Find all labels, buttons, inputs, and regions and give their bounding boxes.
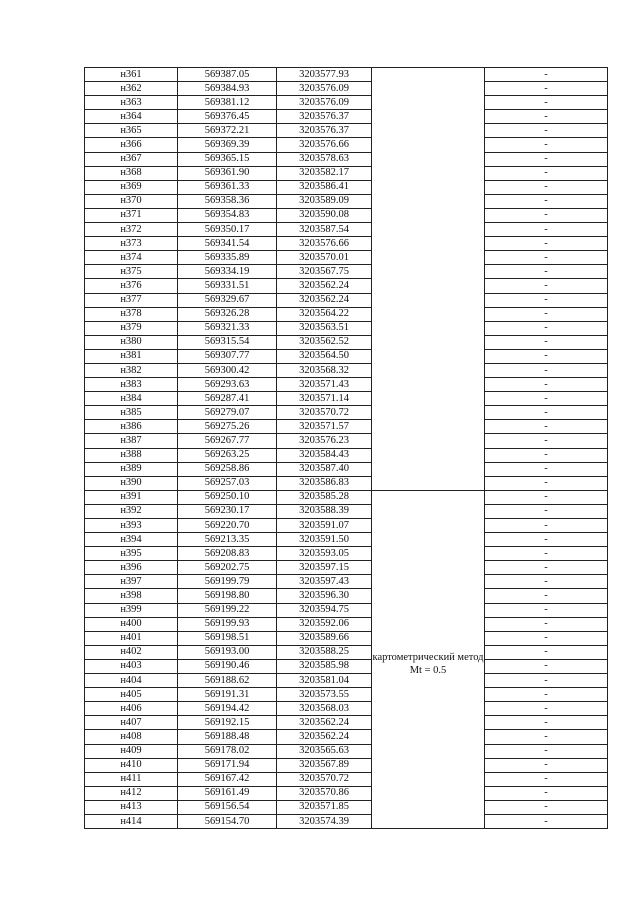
point-id-cell: н388 (85, 448, 178, 462)
x-coordinate-cell: 569376.45 (178, 110, 277, 124)
point-id-cell: н362 (85, 82, 178, 96)
point-id-cell: н408 (85, 730, 178, 744)
table-row (85, 237, 608, 251)
table-row (85, 293, 608, 307)
point-id-cell: н384 (85, 392, 178, 406)
description-cell: - (485, 589, 608, 603)
table-row (85, 504, 608, 518)
point-id-cell: н374 (85, 251, 178, 265)
table-row (85, 730, 608, 744)
point-id-cell: н403 (85, 659, 178, 673)
x-coordinate-cell: 569257.03 (178, 476, 277, 490)
x-coordinate-cell: 569202.75 (178, 561, 277, 575)
x-coordinate-cell: 569191.31 (178, 688, 277, 702)
table-row (85, 448, 608, 462)
x-coordinate-cell: 569315.54 (178, 335, 277, 349)
y-coordinate-cell: 3203570.01 (277, 251, 372, 265)
point-id-cell: н373 (85, 237, 178, 251)
x-coordinate-cell: 569267.77 (178, 434, 277, 448)
description-cell: - (485, 730, 608, 744)
table-row (85, 194, 608, 208)
y-coordinate-cell: 3203570.72 (277, 406, 372, 420)
table-row (85, 800, 608, 814)
point-id-cell: н376 (85, 279, 178, 293)
description-cell: - (485, 659, 608, 673)
description-cell: - (485, 674, 608, 688)
description-cell: - (485, 110, 608, 124)
description-cell: - (485, 265, 608, 279)
y-coordinate-cell: 3203576.37 (277, 110, 372, 124)
y-coordinate-cell: 3203562.52 (277, 335, 372, 349)
y-coordinate-cell: 3203597.43 (277, 575, 372, 589)
description-cell: - (485, 180, 608, 194)
point-id-cell: н411 (85, 772, 178, 786)
table-row (85, 814, 608, 828)
description-cell: - (485, 349, 608, 363)
description-cell: - (485, 237, 608, 251)
y-coordinate-cell: 3203564.22 (277, 307, 372, 321)
x-coordinate-cell: 569293.63 (178, 378, 277, 392)
point-id-cell: н366 (85, 138, 178, 152)
y-coordinate-cell: 3203591.07 (277, 519, 372, 533)
point-id-cell: н365 (85, 124, 178, 138)
point-id-cell: н377 (85, 293, 178, 307)
point-id-cell: н367 (85, 152, 178, 166)
description-cell: - (485, 519, 608, 533)
description-cell: - (485, 378, 608, 392)
table-row (85, 223, 608, 237)
x-coordinate-cell: 569321.33 (178, 321, 277, 335)
point-id-cell: н390 (85, 476, 178, 490)
x-coordinate-cell: 569154.70 (178, 814, 277, 828)
point-id-cell: н372 (85, 223, 178, 237)
description-cell: - (485, 392, 608, 406)
x-coordinate-cell: 569220.70 (178, 519, 277, 533)
table-row (85, 744, 608, 758)
description-cell: - (485, 547, 608, 561)
x-coordinate-cell: 569361.90 (178, 166, 277, 180)
point-id-cell: н409 (85, 744, 178, 758)
table-row (85, 589, 608, 603)
description-cell: - (485, 786, 608, 800)
description-cell: - (485, 476, 608, 490)
table-row (85, 420, 608, 434)
x-coordinate-cell: 569326.28 (178, 307, 277, 321)
table-row (85, 251, 608, 265)
point-id-cell: н413 (85, 800, 178, 814)
y-coordinate-cell: 3203592.06 (277, 617, 372, 631)
x-coordinate-cell: 569193.00 (178, 645, 277, 659)
x-coordinate-cell: 569178.02 (178, 744, 277, 758)
point-id-cell: н401 (85, 631, 178, 645)
table-row (85, 265, 608, 279)
table-row (85, 659, 608, 673)
point-id-cell: н375 (85, 265, 178, 279)
table-row (85, 561, 608, 575)
point-id-cell: н402 (85, 645, 178, 659)
description-cell: - (485, 716, 608, 730)
x-coordinate-cell: 569190.46 (178, 659, 277, 673)
x-coordinate-cell: 569198.80 (178, 589, 277, 603)
description-cell: - (485, 645, 608, 659)
description-cell: - (485, 772, 608, 786)
description-cell: - (485, 688, 608, 702)
table-row (85, 702, 608, 716)
point-id-cell: н363 (85, 96, 178, 110)
description-cell: - (485, 166, 608, 180)
y-coordinate-cell: 3203564.50 (277, 349, 372, 363)
y-coordinate-cell: 3203590.08 (277, 208, 372, 222)
table-row (85, 758, 608, 772)
method-cell-empty (372, 68, 485, 491)
x-coordinate-cell: 569199.22 (178, 603, 277, 617)
y-coordinate-cell: 3203596.30 (277, 589, 372, 603)
point-id-cell: н378 (85, 307, 178, 321)
table-row (85, 772, 608, 786)
table-row (85, 363, 608, 377)
point-id-cell: н406 (85, 702, 178, 716)
description-cell: - (485, 434, 608, 448)
y-coordinate-cell: 3203571.57 (277, 420, 372, 434)
point-id-cell: н393 (85, 519, 178, 533)
point-id-cell: н369 (85, 180, 178, 194)
y-coordinate-cell: 3203570.72 (277, 772, 372, 786)
point-id-cell: н389 (85, 462, 178, 476)
y-coordinate-cell: 3203573.55 (277, 688, 372, 702)
description-cell: - (485, 279, 608, 293)
table-row (85, 279, 608, 293)
table-row (85, 180, 608, 194)
y-coordinate-cell: 3203571.14 (277, 392, 372, 406)
description-cell: - (485, 504, 608, 518)
table-row (85, 335, 608, 349)
table-row (85, 645, 608, 659)
x-coordinate-cell: 569230.17 (178, 504, 277, 518)
description-cell: - (485, 744, 608, 758)
y-coordinate-cell: 3203594.75 (277, 603, 372, 617)
x-coordinate-cell: 569156.54 (178, 800, 277, 814)
y-coordinate-cell: 3203562.24 (277, 279, 372, 293)
y-coordinate-cell: 3203562.24 (277, 730, 372, 744)
description-cell: - (485, 758, 608, 772)
point-id-cell: н396 (85, 561, 178, 575)
x-coordinate-cell: 569161.49 (178, 786, 277, 800)
point-id-cell: н387 (85, 434, 178, 448)
y-coordinate-cell: 3203589.09 (277, 194, 372, 208)
x-coordinate-cell: 569199.79 (178, 575, 277, 589)
point-id-cell: н404 (85, 674, 178, 688)
table-row (85, 349, 608, 363)
y-coordinate-cell: 3203576.09 (277, 82, 372, 96)
point-id-cell: н392 (85, 504, 178, 518)
description-cell: - (485, 223, 608, 237)
point-id-cell: н407 (85, 716, 178, 730)
table-row (85, 96, 608, 110)
y-coordinate-cell: 3203589.66 (277, 631, 372, 645)
description-cell: - (485, 814, 608, 828)
x-coordinate-cell: 569300.42 (178, 363, 277, 377)
point-id-cell: н414 (85, 814, 178, 828)
table-row (85, 547, 608, 561)
y-coordinate-cell: 3203588.39 (277, 504, 372, 518)
description-cell: - (485, 68, 608, 82)
table-row (85, 124, 608, 138)
description-cell: - (485, 152, 608, 166)
description-cell: - (485, 631, 608, 645)
x-coordinate-cell: 569199.93 (178, 617, 277, 631)
y-coordinate-cell: 3203591.50 (277, 533, 372, 547)
x-coordinate-cell: 569334.19 (178, 265, 277, 279)
point-id-cell: н383 (85, 378, 178, 392)
x-coordinate-cell: 569275.26 (178, 420, 277, 434)
table-row (85, 575, 608, 589)
table-row (85, 476, 608, 490)
point-id-cell: н405 (85, 688, 178, 702)
method-note: картометрический метод Mt = 0.5 (372, 652, 484, 677)
table-row (85, 82, 608, 96)
point-id-cell: н398 (85, 589, 178, 603)
y-coordinate-cell: 3203568.03 (277, 702, 372, 716)
description-cell: - (485, 363, 608, 377)
y-coordinate-cell: 3203571.43 (277, 378, 372, 392)
x-coordinate-cell: 569341.54 (178, 237, 277, 251)
point-id-cell: н381 (85, 349, 178, 363)
table-row (85, 688, 608, 702)
point-id-cell: н400 (85, 617, 178, 631)
table-row (85, 392, 608, 406)
x-coordinate-cell: 569198.51 (178, 631, 277, 645)
point-id-cell: н368 (85, 166, 178, 180)
description-cell: - (485, 533, 608, 547)
x-coordinate-cell: 569188.62 (178, 674, 277, 688)
y-coordinate-cell: 3203578.63 (277, 152, 372, 166)
x-coordinate-cell: 569194.42 (178, 702, 277, 716)
description-cell: - (485, 575, 608, 589)
table-row (85, 519, 608, 533)
x-coordinate-cell: 569361.33 (178, 180, 277, 194)
x-coordinate-cell: 569287.41 (178, 392, 277, 406)
x-coordinate-cell: 569387.05 (178, 68, 277, 82)
x-coordinate-cell: 569381.12 (178, 96, 277, 110)
description-cell: - (485, 293, 608, 307)
x-coordinate-cell: 569369.39 (178, 138, 277, 152)
y-coordinate-cell: 3203586.83 (277, 476, 372, 490)
y-coordinate-cell: 3203562.24 (277, 293, 372, 307)
x-coordinate-cell: 569279.07 (178, 406, 277, 420)
y-coordinate-cell: 3203586.41 (277, 180, 372, 194)
y-coordinate-cell: 3203587.40 (277, 462, 372, 476)
point-id-cell: н379 (85, 321, 178, 335)
coordinates-table (84, 67, 608, 829)
table-row (85, 152, 608, 166)
description-cell: - (485, 138, 608, 152)
coordinates-table-body (85, 68, 608, 829)
table-row (85, 110, 608, 124)
table-row (85, 166, 608, 180)
y-coordinate-cell: 3203588.25 (277, 645, 372, 659)
x-coordinate-cell: 569329.67 (178, 293, 277, 307)
y-coordinate-cell: 3203587.54 (277, 223, 372, 237)
table-row (85, 321, 608, 335)
description-cell: - (485, 420, 608, 434)
description-cell: - (485, 321, 608, 335)
table-row (85, 603, 608, 617)
description-cell: - (485, 208, 608, 222)
x-coordinate-cell: 569263.25 (178, 448, 277, 462)
y-coordinate-cell: 3203570.86 (277, 786, 372, 800)
description-cell: - (485, 194, 608, 208)
point-id-cell: н382 (85, 363, 178, 377)
y-coordinate-cell: 3203562.24 (277, 716, 372, 730)
table-row (85, 208, 608, 222)
point-id-cell: н386 (85, 420, 178, 434)
point-id-cell: н397 (85, 575, 178, 589)
table-row (85, 716, 608, 730)
description-cell: - (485, 490, 608, 504)
x-coordinate-cell: 569365.15 (178, 152, 277, 166)
point-id-cell: н385 (85, 406, 178, 420)
description-cell: - (485, 82, 608, 96)
x-coordinate-cell: 569372.21 (178, 124, 277, 138)
y-coordinate-cell: 3203576.37 (277, 124, 372, 138)
y-coordinate-cell: 3203571.85 (277, 800, 372, 814)
description-cell: - (485, 448, 608, 462)
y-coordinate-cell: 3203576.66 (277, 138, 372, 152)
point-id-cell: н394 (85, 533, 178, 547)
point-id-cell: н364 (85, 110, 178, 124)
description-cell: - (485, 335, 608, 349)
x-coordinate-cell: 569208.83 (178, 547, 277, 561)
description-cell: - (485, 800, 608, 814)
y-coordinate-cell: 3203581.04 (277, 674, 372, 688)
description-cell: - (485, 462, 608, 476)
table-row (85, 378, 608, 392)
point-id-cell: н399 (85, 603, 178, 617)
point-id-cell: н410 (85, 758, 178, 772)
x-coordinate-cell: 569171.94 (178, 758, 277, 772)
x-coordinate-cell: 569331.51 (178, 279, 277, 293)
table-row (85, 434, 608, 448)
point-id-cell: н380 (85, 335, 178, 349)
y-coordinate-cell: 3203597.15 (277, 561, 372, 575)
table-row (85, 674, 608, 688)
y-coordinate-cell: 3203574.39 (277, 814, 372, 828)
table-row (85, 490, 608, 504)
y-coordinate-cell: 3203577.93 (277, 68, 372, 82)
point-id-cell: н371 (85, 208, 178, 222)
description-cell: - (485, 307, 608, 321)
y-coordinate-cell: 3203582.17 (277, 166, 372, 180)
table-row (85, 138, 608, 152)
x-coordinate-cell: 569307.77 (178, 349, 277, 363)
x-coordinate-cell: 569250.10 (178, 490, 277, 504)
y-coordinate-cell: 3203563.51 (277, 321, 372, 335)
description-cell: - (485, 702, 608, 716)
description-cell: - (485, 561, 608, 575)
x-coordinate-cell: 569213.35 (178, 533, 277, 547)
y-coordinate-cell: 3203567.75 (277, 265, 372, 279)
x-coordinate-cell: 569192.15 (178, 716, 277, 730)
y-coordinate-cell: 3203585.98 (277, 659, 372, 673)
table-row (85, 68, 608, 82)
x-coordinate-cell: 569354.83 (178, 208, 277, 222)
x-coordinate-cell: 569384.93 (178, 82, 277, 96)
point-id-cell: н391 (85, 490, 178, 504)
description-cell: - (485, 406, 608, 420)
description-cell: - (485, 124, 608, 138)
table-row (85, 786, 608, 800)
description-cell: - (485, 617, 608, 631)
point-id-cell: н412 (85, 786, 178, 800)
y-coordinate-cell: 3203567.89 (277, 758, 372, 772)
table-row (85, 617, 608, 631)
table-row (85, 533, 608, 547)
method-cell (372, 490, 485, 828)
x-coordinate-cell: 569188.48 (178, 730, 277, 744)
table-row (85, 406, 608, 420)
y-coordinate-cell: 3203593.05 (277, 547, 372, 561)
point-id-cell: н395 (85, 547, 178, 561)
point-id-cell: н370 (85, 194, 178, 208)
y-coordinate-cell: 3203576.23 (277, 434, 372, 448)
y-coordinate-cell: 3203576.09 (277, 96, 372, 110)
y-coordinate-cell: 3203576.66 (277, 237, 372, 251)
point-id-cell: н361 (85, 68, 178, 82)
x-coordinate-cell: 569335.89 (178, 251, 277, 265)
y-coordinate-cell: 3203565.63 (277, 744, 372, 758)
description-cell: - (485, 603, 608, 617)
table-row (85, 307, 608, 321)
y-coordinate-cell: 3203585.28 (277, 490, 372, 504)
x-coordinate-cell: 569258.86 (178, 462, 277, 476)
x-coordinate-cell: 569358.36 (178, 194, 277, 208)
table-row (85, 462, 608, 476)
x-coordinate-cell: 569350.17 (178, 223, 277, 237)
x-coordinate-cell: 569167.42 (178, 772, 277, 786)
description-cell: - (485, 251, 608, 265)
y-coordinate-cell: 3203568.32 (277, 363, 372, 377)
table-row (85, 631, 608, 645)
description-cell: - (485, 96, 608, 110)
y-coordinate-cell: 3203584.43 (277, 448, 372, 462)
